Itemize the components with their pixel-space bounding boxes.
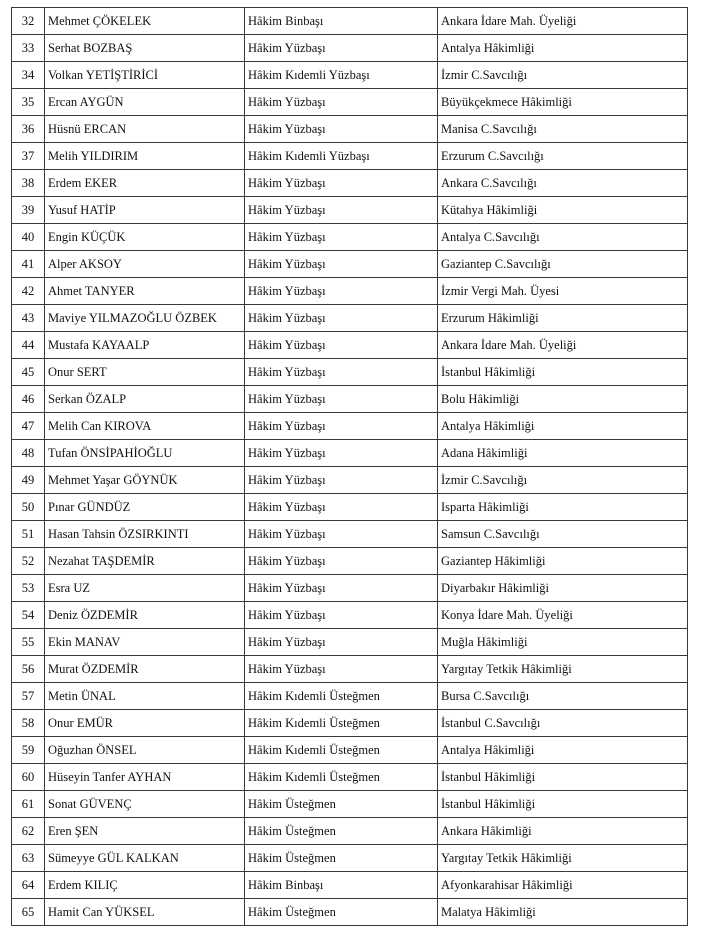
assignment-post: Antalya Hâkimliği [438, 413, 688, 440]
table-row [12, 521, 688, 548]
assignment-post: Isparta Hâkimliği [438, 494, 688, 521]
row-number: 55 [12, 629, 45, 656]
assignment-post: Bolu Hâkimliği [438, 386, 688, 413]
person-name: Oğuzhan ÖNSEL [45, 737, 245, 764]
assignment-post: Yargıtay Tetkik Hâkimliği [438, 845, 688, 872]
rank-title: Hâkim Kıdemli Yüzbaşı [245, 62, 438, 89]
rank-title: Hâkim Binbaşı [245, 8, 438, 35]
rank-title: Hâkim Yüzbaşı [245, 548, 438, 575]
rank-title: Hâkim Kıdemli Üsteğmen [245, 737, 438, 764]
assignment-post: İstanbul Hâkimliği [438, 791, 688, 818]
person-name: Mustafa KAYAALP [45, 332, 245, 359]
rank-title: Hâkim Binbaşı [245, 872, 438, 899]
rank-title: Hâkim Yüzbaşı [245, 278, 438, 305]
assignment-post: Büyükçekmece Hâkimliği [438, 89, 688, 116]
rank-title: Hâkim Yüzbaşı [245, 89, 438, 116]
person-name: Hüsnü ERCAN [45, 116, 245, 143]
person-name: Serkan ÖZALP [45, 386, 245, 413]
table-row [12, 629, 688, 656]
rank-title: Hâkim Yüzbaşı [245, 197, 438, 224]
row-number: 41 [12, 251, 45, 278]
assignment-post: Muğla Hâkimliği [438, 629, 688, 656]
row-number: 54 [12, 602, 45, 629]
row-number: 61 [12, 791, 45, 818]
row-number: 62 [12, 818, 45, 845]
person-name: Metin ÜNAL [45, 683, 245, 710]
table-row [12, 278, 688, 305]
row-number: 49 [12, 467, 45, 494]
person-name: Hamit Can YÜKSEL [45, 899, 245, 926]
assignment-post: Adana Hâkimliği [438, 440, 688, 467]
row-number: 33 [12, 35, 45, 62]
assignment-post: Yargıtay Tetkik Hâkimliği [438, 656, 688, 683]
row-number: 64 [12, 872, 45, 899]
table-row [12, 8, 688, 35]
table-row [12, 872, 688, 899]
table-row [12, 224, 688, 251]
row-number: 34 [12, 62, 45, 89]
assignment-post: Kütahya Hâkimliği [438, 197, 688, 224]
row-number: 40 [12, 224, 45, 251]
person-name: Eren ŞEN [45, 818, 245, 845]
assignment-post: Bursa C.Savcılığı [438, 683, 688, 710]
rank-title: Hâkim Yüzbaşı [245, 575, 438, 602]
table-row [12, 62, 688, 89]
row-number: 38 [12, 170, 45, 197]
rank-title: Hâkim Yüzbaşı [245, 35, 438, 62]
assignment-post: Samsun C.Savcılığı [438, 521, 688, 548]
person-name: Hüseyin Tanfer AYHAN [45, 764, 245, 791]
table-row [12, 143, 688, 170]
rank-title: Hâkim Yüzbaşı [245, 305, 438, 332]
person-name: Ahmet TANYER [45, 278, 245, 305]
assignment-post: Ankara Hâkimliği [438, 818, 688, 845]
person-name: Erdem KILIÇ [45, 872, 245, 899]
row-number: 50 [12, 494, 45, 521]
rank-title: Hâkim Yüzbaşı [245, 332, 438, 359]
person-name: Nezahat TAŞDEMİR [45, 548, 245, 575]
assignment-post: İzmir Vergi Mah. Üyesi [438, 278, 688, 305]
person-name: Deniz ÖZDEMİR [45, 602, 245, 629]
assignment-post: Diyarbakır Hâkimliği [438, 575, 688, 602]
row-number: 36 [12, 116, 45, 143]
row-number: 56 [12, 656, 45, 683]
row-number: 39 [12, 197, 45, 224]
assignment-post: Erzurum C.Savcılığı [438, 143, 688, 170]
table-row [12, 602, 688, 629]
table-row [12, 170, 688, 197]
row-number: 51 [12, 521, 45, 548]
table-row [12, 89, 688, 116]
rank-title: Hâkim Yüzbaşı [245, 629, 438, 656]
table-row [12, 359, 688, 386]
rank-title: Hâkim Kıdemli Üsteğmen [245, 764, 438, 791]
table-row [12, 845, 688, 872]
rank-title: Hâkim Üsteğmen [245, 899, 438, 926]
assignment-post: Gaziantep C.Savcılığı [438, 251, 688, 278]
table-body [12, 8, 688, 926]
table-row [12, 197, 688, 224]
row-number: 43 [12, 305, 45, 332]
table-row [12, 710, 688, 737]
table-row [12, 899, 688, 926]
row-number: 58 [12, 710, 45, 737]
person-name: Ercan AYGÜN [45, 89, 245, 116]
row-number: 48 [12, 440, 45, 467]
assignment-post: İzmir C.Savcılığı [438, 62, 688, 89]
row-number: 59 [12, 737, 45, 764]
person-name: Tufan ÖNSİPAHİOĞLU [45, 440, 245, 467]
assignment-post: Gaziantep Hâkimliği [438, 548, 688, 575]
person-name: Engin KÜÇÜK [45, 224, 245, 251]
person-name: Esra UZ [45, 575, 245, 602]
row-number: 44 [12, 332, 45, 359]
person-name: Maviye YILMAZOĞLU ÖZBEK [45, 305, 245, 332]
person-name: Sonat GÜVENÇ [45, 791, 245, 818]
table-row [12, 413, 688, 440]
rank-title: Hâkim Yüzbaşı [245, 494, 438, 521]
person-name: Sümeyye GÜL KALKAN [45, 845, 245, 872]
row-number: 52 [12, 548, 45, 575]
rank-title: Hâkim Yüzbaşı [245, 413, 438, 440]
person-name: Hasan Tahsin ÖZSIRKINTI [45, 521, 245, 548]
row-number: 45 [12, 359, 45, 386]
row-number: 46 [12, 386, 45, 413]
assignment-post: Ankara C.Savcılığı [438, 170, 688, 197]
person-name: Melih Can KIROVA [45, 413, 245, 440]
table-row [12, 683, 688, 710]
assignment-post: Manisa C.Savcılığı [438, 116, 688, 143]
rank-title: Hâkim Yüzbaşı [245, 467, 438, 494]
person-name: Alper AKSOY [45, 251, 245, 278]
assignment-post: İstanbul C.Savcılığı [438, 710, 688, 737]
personnel-table [11, 7, 688, 926]
row-number: 63 [12, 845, 45, 872]
assignment-post: Antalya Hâkimliği [438, 737, 688, 764]
table-row [12, 656, 688, 683]
table-row [12, 764, 688, 791]
row-number: 57 [12, 683, 45, 710]
row-number: 32 [12, 8, 45, 35]
rank-title: Hâkim Üsteğmen [245, 791, 438, 818]
table-row [12, 440, 688, 467]
person-name: Onur SERT [45, 359, 245, 386]
assignment-post: Konya İdare Mah. Üyeliği [438, 602, 688, 629]
person-name: Murat ÖZDEMİR [45, 656, 245, 683]
person-name: Yusuf HATİP [45, 197, 245, 224]
person-name: Serhat BOZBAŞ [45, 35, 245, 62]
assignment-post: Ankara İdare Mah. Üyeliği [438, 8, 688, 35]
rank-title: Hâkim Kıdemli Üsteğmen [245, 683, 438, 710]
person-name: Ekin MANAV [45, 629, 245, 656]
row-number: 37 [12, 143, 45, 170]
row-number: 35 [12, 89, 45, 116]
row-number: 47 [12, 413, 45, 440]
person-name: Erdem EKER [45, 170, 245, 197]
assignment-post: Ankara İdare Mah. Üyeliği [438, 332, 688, 359]
person-name: Onur EMÜR [45, 710, 245, 737]
person-name: Mehmet Yaşar GÖYNÜK [45, 467, 245, 494]
rank-title: Hâkim Yüzbaşı [245, 656, 438, 683]
rank-title: Hâkim Yüzbaşı [245, 170, 438, 197]
assignment-post: Afyonkarahisar Hâkimliği [438, 872, 688, 899]
assignment-post: İstanbul Hâkimliği [438, 359, 688, 386]
row-number: 42 [12, 278, 45, 305]
rank-title: Hâkim Yüzbaşı [245, 251, 438, 278]
table-row [12, 386, 688, 413]
rank-title: Hâkim Üsteğmen [245, 818, 438, 845]
rank-title: Hâkim Yüzbaşı [245, 224, 438, 251]
assignment-post: Antalya Hâkimliği [438, 35, 688, 62]
table-row [12, 35, 688, 62]
rank-title: Hâkim Yüzbaşı [245, 386, 438, 413]
table-row [12, 251, 688, 278]
rank-title: Hâkim Yüzbaşı [245, 602, 438, 629]
table-row [12, 116, 688, 143]
assignment-post: İzmir C.Savcılığı [438, 467, 688, 494]
rank-title: Hâkim Yüzbaşı [245, 440, 438, 467]
person-name: Pınar GÜNDÜZ [45, 494, 245, 521]
assignment-post: Antalya C.Savcılığı [438, 224, 688, 251]
table-row [12, 575, 688, 602]
table-row [12, 548, 688, 575]
assignment-post: Erzurum Hâkimliği [438, 305, 688, 332]
person-name: Melih YILDIRIM [45, 143, 245, 170]
table-row [12, 494, 688, 521]
assignment-post: İstanbul Hâkimliği [438, 764, 688, 791]
rank-title: Hâkim Yüzbaşı [245, 116, 438, 143]
rank-title: Hâkim Kıdemli Yüzbaşı [245, 143, 438, 170]
row-number: 65 [12, 899, 45, 926]
person-name: Volkan YETİŞTİRİCİ [45, 62, 245, 89]
rank-title: Hâkim Üsteğmen [245, 845, 438, 872]
table-row [12, 791, 688, 818]
assignment-post: Malatya Hâkimliği [438, 899, 688, 926]
row-number: 53 [12, 575, 45, 602]
table-row [12, 332, 688, 359]
rank-title: Hâkim Yüzbaşı [245, 521, 438, 548]
rank-title: Hâkim Yüzbaşı [245, 359, 438, 386]
rank-title: Hâkim Kıdemli Üsteğmen [245, 710, 438, 737]
row-number: 60 [12, 764, 45, 791]
table-row [12, 737, 688, 764]
person-name: Mehmet ÇÖKELEK [45, 8, 245, 35]
table-row [12, 818, 688, 845]
table-row [12, 467, 688, 494]
table-row [12, 305, 688, 332]
